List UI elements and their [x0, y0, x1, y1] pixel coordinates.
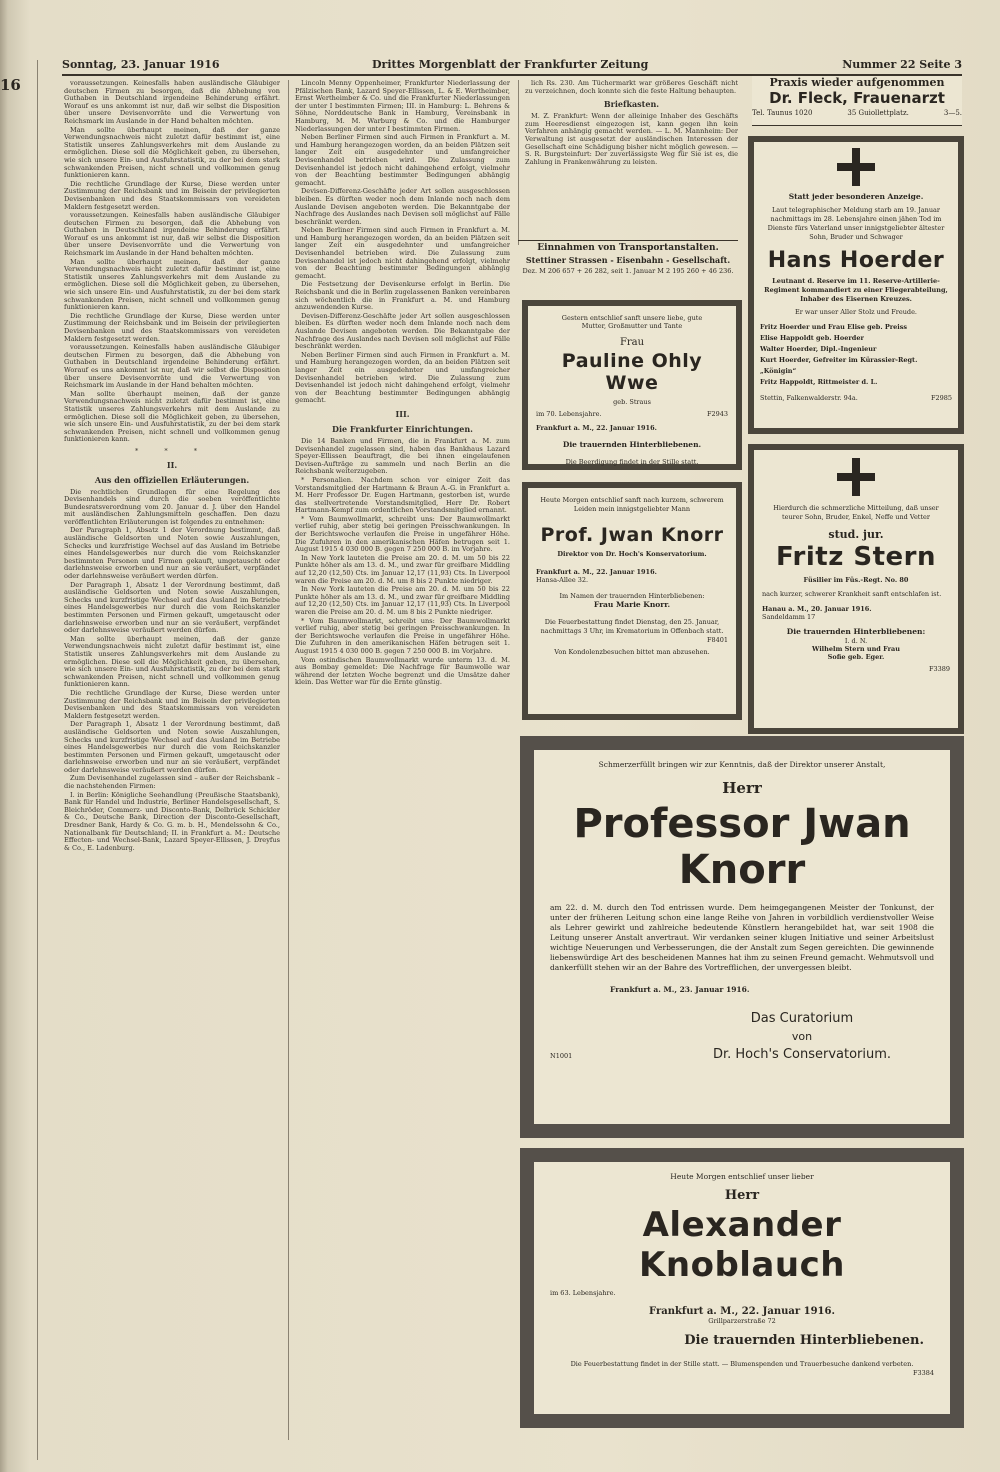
deceased-name: Fritz Stern	[775, 542, 937, 572]
notice-motto: Er war unser Aller Stolz und Freude.	[794, 308, 917, 316]
notice-code: F8401	[706, 636, 728, 644]
paragraph: Neben Berliner Firmen sind auch Firmen in Frankfurt a. M. und Hamburg herangezogen worden, da an beiden Plätzen seit langer Zeit ein ausgedehnter und umfangreicher Devisenhandel betrieben wird. Die Zulassung zum Devisenhandel ist jedoch nicht dahingehend erfolgt, vielmehr von der Beachtung bestimmter Bedingungen abhängig gemacht.	[295, 350, 510, 405]
deceased-name: Alexander Knoblauch	[639, 1205, 845, 1285]
notice-signature: Wilhelm Stern und Frau	[812, 645, 900, 653]
notice-code: N1001	[550, 1052, 573, 1060]
notice-note: Von Kondolenzbesuchen bittet man abzusehen.	[554, 648, 710, 656]
notice-title: Herr	[722, 779, 762, 797]
notice-place: Frankfurt a. M., 22. Januar 1916.	[536, 568, 657, 576]
notice-signature: Die trauernden Hinterbliebenen.	[562, 440, 702, 449]
notice-signature: Die trauernden Hinterbliebenen:	[786, 627, 926, 636]
notice-title: Herr	[724, 1188, 760, 1203]
notice-note: Die Feuerbestattung findet in der Stille statt. — Blumenspenden und Trauerbesuche dankend verbeten.	[570, 1360, 914, 1368]
notice-place: Hanau a. M., 20. Januar 1916.	[762, 605, 872, 613]
notice-text: nach kurzer, schwerer Krankheit sanft entschlafen ist.	[762, 590, 942, 598]
page-header	[62, 58, 962, 76]
notice-note: Die Beerdigung findet in der Stille statt.	[565, 458, 699, 466]
paragraph: Lincoln Menny Oppenheimer, Frankfurter Niederlassung der Pfälzischen Bank, Lazard Speyer-Ellissen, L. & E. Wertheimber, Ernst Wertheimber & Co. und die Frankfurter Niederlassungen der unter I bestimmten Firmen; III. in Hamburg: L. Behrens & Söhne, Norddeutsche Bank in Hamburg, Vereinsbank in Hamburg, M. M. Warburg & Co. und die Hamburger Niederlassungen der unter I bestimmten Firmen.	[295, 80, 510, 133]
ad-name: Dr. Fleck, Frauenarzt	[769, 89, 945, 107]
transport-company: Stettiner Strassen - Eisenbahn - Gesellschaft.	[525, 255, 731, 265]
article-column-2	[288, 80, 510, 1440]
notice-signature: Im Namen der trauernden Hinterbliebenen:	[559, 592, 705, 600]
notice-signature: Das Curatorium	[750, 1011, 854, 1026]
transport-figures: Dez. M 206 657 + 26 282, seit 1. Januar M 2 195 260 + 46 236.	[522, 267, 734, 275]
paragraph: Der Paragraph 1, Absatz 1 der Verordnung bestimmt, daß ausländische Geldsorten und Noten sowie Auszahlungen, Schecks und kurzfristige Wechsel auf das Ausland im Betriebe eines Handelsgewerbes nur durch die vom Reichskanzler bestimmten Personen und Firmen gekauft, umgetauscht oder darlehnsweise erworben und nur an sie veräußert, verpfändet oder darlehnsweise veräußert werden dürfen.	[64, 526, 280, 581]
paragraph: Devisen-Differenz-Geschäfte jeder Art sollen ausgeschlossen bleiben. Es dürften weder noch dem Inlande noch nach dem Auslande Devisen angeboten werden. Die Bekanntgabe der Nachfrage des Auslandes nach Devisen soll möglichst auf Fälle beschränkt werden.	[295, 311, 510, 351]
notice-signature: Frau Marie Knorr.	[593, 600, 671, 609]
deceased-title: stud. jur.	[828, 528, 884, 541]
ad-phone: Tel. Taunus 1020	[752, 109, 813, 117]
transport-title: Einnahmen von Transportanstalten.	[518, 240, 738, 253]
paragraph: * Vom Baumwollmarkt, schreibt uns: Der Baumwollmarkt verlief ruhig, aber stetig bei geringen Preisschwankungen. In der Berichtswoche verlaufen die Preise in ungefährer Höhe. Die Zufuhren in den amerikanischen Häfen betrugen seit 1. August 1915 4 030 000 B. gegen 7 250 000 B. im Vorjahre.	[295, 616, 510, 655]
family-member: Elise Happoldt geb. Hoerder	[760, 334, 864, 342]
paragraph: Neben Berliner Firmen sind auch Firmen in Frankfurt a. M. und Hamburg herangezogen worden, da an beiden Plätzen seit langer Zeit ein ausgedehnter und umfangreicher Devisenhandel betrieben wird. Die Zulassung zum Devisenhandel ist jedoch nicht dahingehend erfolgt, vielmehr von der Beachtung bestimmter Bedingungen abhängig gemacht.	[295, 133, 510, 187]
ad-hours: 3—5.	[943, 109, 962, 117]
notice-signature: Dr. Hoch's Conservatorium.	[712, 1047, 892, 1062]
previous-page-number: 16	[0, 76, 21, 94]
notice-address: Grillparzerstraße 72	[708, 1317, 776, 1325]
header-masthead: Drittes Morgenblatt der Frankfurter Zeitung	[372, 58, 649, 71]
deceased-name: Hans Hoerder	[767, 248, 945, 273]
previous-page-edge	[0, 60, 38, 1460]
header-page-number: Nummer 22 Seite 3	[842, 58, 962, 71]
notice-address: Sandeldamm 17	[762, 613, 816, 621]
ad-line: Praxis wieder aufgenommen	[769, 76, 945, 89]
family-member: Fritz Happoldt, Rittmeister d. L.	[760, 378, 878, 386]
notice-place: Frankfurt a. M., 23. Januar 1916.	[610, 985, 750, 994]
deceased-age: im 63. Lebensjahre.	[550, 1289, 616, 1297]
article-column-1	[64, 80, 280, 1440]
paragraph: Man sollte überhaupt meinen, daß der ganze Verwendungsnachweis nicht zuletzt dafür bestimmt ist, eine Statistik unseres Zahlungsverkehrs mit dem Auslande zu ermöglichen. Diese soll die Möglichkeit geben, zu übersehen, wie sich unsere Ein- und Ausfuhrstatistik, zu der bei dem stark schwankenden Preisen, nicht schnell und vollkommen genug funktionieren kann.	[64, 389, 280, 444]
paragraph: lich Rs. 230. Am Tüchermarkt war größeres Geschäft nicht zu verzeichnen, doch konnte sich die feste Haltung behaupten.	[525, 80, 738, 95]
ad-address: 35 Guiollettplatz.	[847, 109, 909, 117]
death-notice-hoerder	[748, 136, 964, 434]
paragraph: voraussetzungen. Keinesfalls haben ausländische Gläubiger deutschen Firmen zu besorgen, daß die Abhebung von Guthaben in Deutschland irgendeine Behinderung erfährt. Worauf es uns ankommt ist nur, daß wir selbst die Disposition über unsere Devisenvorräte und die Verwertung von Reichsmark im Auslande in der Hand behalten möchten.	[64, 211, 280, 258]
death-notice-knorr-conservatorium	[520, 736, 964, 1138]
paragraph: * Personalien. Nachdem schon vor einiger Zeit das Vorstandsmitglied der Hartmann & Braun A.-G. in Frankfurt a. M. Herr Professor Dr. Eugen Hartmann, gestorben ist, wurde das stellvertretende Vorstandsmitglied, Herr Dr. Robert Hartmann-Kempf zum ordentlichen Vorstandsmitglied ernannt.	[295, 475, 510, 515]
family-member: Kurt Hoerder, Gefreiter im Kürassier-Regt. „Königin“	[760, 356, 918, 375]
paragraph: In New York lauteten die Preise am 20. d. M. um 50 bis 22 Punkte höher als am 13. d. M., und zwar für greifbare Middling auf 12,20 (12,50) Cts. im Januar 12,17 (11,93) Cts. In Liverpool waren die Preise am 20. d. M. um 8 bis 2 Punkte niedriger.	[295, 553, 510, 585]
paragraph: Man sollte überhaupt meinen, daß der ganze Verwendungsnachweis nicht zuletzt dafür bestimmt ist, eine Statistik unseres Zahlungsverkehrs mit dem Auslande zu ermöglichen. Diese soll die Möglichkeit geben, zu übersehen, wie sich unsere Ein- und Ausfuhrstatistik, zu der bei dem stark schwankenden Preisen, nicht schnell und vollkommen genug funktionieren kann.	[64, 257, 280, 312]
notice-code: F2985	[930, 394, 952, 402]
notice-place: Frankfurt a. M., 22. Januar 1916.	[649, 1306, 835, 1317]
notice-intro: Statt jeder besonderen Anzeige.	[788, 192, 924, 201]
notice-intro: Schmerzerfüllt bringen wir zur Kenntnis, daß der Direktor unserer Anstalt,	[598, 760, 886, 769]
notice-signature: von	[791, 1030, 813, 1043]
article-column-3	[518, 80, 738, 245]
section-heading: Die Frankfurter Einrichtungen.	[332, 423, 473, 434]
notice-code: F3389	[928, 665, 950, 673]
notice-place: Stettin, Falkenwalderstr. 94a.	[760, 394, 858, 402]
iron-cross-icon	[837, 148, 875, 186]
section-number: III.	[395, 408, 410, 419]
paragraph: Devisen-Differenz-Geschäfte jeder Art sollen ausgeschlossen bleiben. Es dürften weder noch dem Inlande noch nach dem Auslande Devisen angeboten werden. Die Bekanntgabe der Nachfrage des Auslandes nach Devisen soll möglichst auf Fälle beschränkt werden.	[295, 187, 510, 226]
deceased-name: Pauline Ohly Wwe	[561, 350, 703, 394]
notice-intro: Heute Morgen entschlief unser lieber	[670, 1172, 814, 1181]
paragraph: Die rechtliche Grundlage der Kurse, Diese werden unter Zustimmung der Reichsbank und im Beisein der privilegierten Devisenbanken und des Staatskommissars von vereideten Maklern festgesetzt werden.	[64, 688, 280, 720]
notice-place: Frankfurt a. M., 22. Januar 1916.	[536, 424, 657, 432]
paragraph: Die rechtliche Grundlage der Kurse, Diese werden unter Zustimmung der Reichsbank und im Beisein der privilegierten Devisenbanken und des Staatskommissars von vereideten Maklern festgesetzt werden.	[64, 311, 280, 343]
paragraph: voraussetzungen. Keinesfalls haben ausländische Gläubiger deutschen Firmen zu besorgen, daß die Abhebung von Guthaben in Deutschland irgendeine Behinderung erfährt. Worauf es uns ankommt ist nur, daß wir selbst die Disposition über unsere Devisenvorräte und die Verwertung von Reichsmark im Auslande in der Hand behalten möchten.	[64, 343, 280, 390]
notice-code: F3384	[912, 1369, 934, 1377]
paragraph: Die rechtlichen Grundlagen für eine Regelung des Devisenhandels sind durch die soeben veröffentlichte Bundesratsverordnung vom 20. Januar d. J. über den Handel mit ausländischen Zahlungsmitteln geschaffen. Den dazu veröffentlichten Erläuterungen ist folgendes zu entnehmen:	[64, 487, 280, 526]
advertisement-dr-fleck	[752, 76, 962, 126]
notice-signature: Sofie geb. Eger.	[827, 653, 885, 661]
death-notice-stern	[748, 444, 964, 734]
deceased-name: Professor Jwan Knorr	[573, 801, 911, 893]
death-notice-knoblauch	[520, 1148, 964, 1428]
section-heading: Briefkasten.	[603, 99, 660, 110]
paragraph: Der Paragraph 1, Absatz 1 der Verordnung bestimmt, daß ausländische Geldsorten und Noten sowie Auszahlungen, Schecks und kurzfristige Wechsel auf das Ausland im Betriebe eines Handelsgewerbes nur durch die vom Reichskanzler bestimmten Personen und Firmen gekauft, umgetauscht oder darlehnsweise erworben und nur an sie veräußert, verpfändet oder darlehnsweise veräußert werden dürfen.	[64, 720, 280, 774]
deceased-role: Direktor von Dr. Hoch's Konservatorium.	[557, 550, 707, 558]
section-heading: Aus den offiziellen Erläuterungen.	[94, 474, 250, 485]
family-member: Fritz Hoerder und Frau Elise geb. Preiss	[760, 323, 908, 331]
paragraph: Zum Devisenhandel zugelassen sind – außer der Reichsbank – die nachstehenden Firmen:	[64, 774, 280, 791]
notice-text: Laut telegraphischer Meldung starb am 19. Januar nachmittags im 28. Lebensjahre einen jähen Tod im Dienste fürs Vaterland unser innigstgeliebter ältester Sohn, Bruder und Schwager	[767, 206, 945, 241]
deceased-rank: Leutnant d. Reserve im 11. Reserve-Artillerie-Regiment kommandiert zu einer Fliegerabteilung, Inhaber des Eisernen Kreuzes.	[764, 277, 948, 303]
paragraph: I. in Berlin: Königliche Seehandlung (Preußische Staatsbank), Bank für Handel und Industrie, Berliner Handelsgesellschaft, S. Bleichröder, Commerz- und Disconto-Bank, Delbrück Schickler & Co., Deutsche Bank, Direction der Disconto-Gesellschaft, Dresdner Bank, Hardy & Co. G. m. b. H., Mendelssohn & Co., Nationalbank für Deutschland; II. in Frankfurt a. M.: Deutsche Effecten- und Wechsel-Bank, Lazard Speyer-Ellissen, J. Dreyfus & Co., E. Ladenburg.	[64, 790, 280, 852]
paragraph: Die rechtliche Grundlage der Kurse, Diese werden unter Zustimmung der Reichsbank und im Beisein der privilegierten Devisenbanken und des Staatskommissars von vereideten Maklern festgesetzt werden.	[64, 179, 280, 211]
paragraph: Man sollte überhaupt meinen, daß der ganze Verwendungsnachweis nicht zuletzt dafür bestimmt ist, eine Statistik unseres Zahlungsverkehrs mit dem Auslande zu ermöglichen. Diese soll die Möglichkeit geben, zu übersehen, wie sich unsere Ein- und Ausfuhrstatistik, zu der bei dem stark schwankenden Preisen, nicht schnell und vollkommen genug funktionieren kann.	[64, 634, 280, 689]
notice-address: Hansa-Allee 32.	[536, 576, 589, 584]
paragraph: Vom ostindischen Baumwollmarkt wurde unterm 13. d. M. aus Bombay gemeldet: Die Nachfrage für Baumwolle war während der letzten Woche begrenzt und die Umsätze daher klein. Das Wetter war für die Ernte günstig.	[295, 655, 510, 687]
notice-note: Die Feuerbestattung findet Dienstag, den 25. Januar, nachmittags 3 Uhr, im Krematorium in Offenbach statt.	[540, 618, 724, 635]
section-number: II.	[166, 459, 178, 470]
paragraph: Die Festsetzung der Devisenkurse erfolgt in Berlin. Die Reichsbank und die in Berlin zugelassenen Banken vereinbaren sich wöchentlich die in Frankfurt a. M. und Hamburg anzuwendenden Kurse.	[295, 280, 510, 312]
notice-signature: I. d. N.	[844, 637, 868, 645]
transport-revenue-notice	[518, 240, 738, 294]
iron-cross-icon	[837, 458, 875, 496]
paragraph: M. Z. Frankfurt: Wenn der alleinige Inhaber des Geschäfts zum Heeresdienst eingezogen ist, kann gegen ihn kein Verfahren anhängig gemacht werden. — L. M. Mannheim: Der Verwaltung ist ausgesetzt der ausländischen Interessen der Gesellschaft eine Schädigung bisher nicht möglich gewesen. — S. R. Burgsteinfurt: Der zuverlässigste Weg für Sie ist es, die Zahlung in Frankenwährung zu leisten.	[525, 112, 738, 166]
notice-intro: Gestern entschlief sanft unsere liebe, gute	[561, 314, 703, 322]
paragraph: * Vom Baumwollmarkt, schreibt uns: Der Baumwollmarkt verlief ruhig, aber stetig bei geringen Preisschwankungen. In der Berichtswoche verlaufen die Preise in ungefährer Höhe. Die Zufuhren in den amerikanischen Häfen betrugen seit 1. August 1915 4 030 000 B. gegen 7 250 000 B. im Vorjahre.	[295, 514, 510, 554]
deceased-name: Prof. Jwan Knorr	[540, 524, 724, 546]
notice-signature: Die trauernden Hinterbliebenen.	[684, 1333, 924, 1348]
paragraph: Der Paragraph 1, Absatz 1 der Verordnung bestimmt, daß ausländische Geldsorten und Noten sowie Auszahlungen, Schecks und kurzfristige Wechsel auf das Ausland im Betriebe eines Handelsgewerbes nur durch die vom Reichskanzler bestimmten Personen und Firmen gekauft, umgetauscht oder darlehnsweise erworben und nur an sie veräußert, verpfändet oder darlehnsweise veräußert werden dürfen.	[64, 580, 280, 635]
notice-code: F2943	[706, 410, 728, 418]
death-notice-knorr-family	[522, 482, 742, 720]
ad-details	[752, 109, 962, 117]
family-member: Walter Hoerder, Dipl.-Ingenieur	[760, 345, 877, 353]
deceased-born: geb. Straus	[613, 398, 651, 406]
deceased-age: im 70. Lebensjahre.	[536, 410, 602, 418]
header-date: Sonntag, 23. Januar 1916	[62, 58, 220, 71]
death-notice-ohly	[522, 300, 742, 470]
paragraph: Die 14 Banken und Firmen, die in Frankfurt a. M. zum Devisenhandel zugelassen sind, haben das Bankhaus Lazard Speyer-Ellissen beauftragt, die bei ihnen eingelaufenen Devisen-Aufträge zu sammeln und nach Berlin an die Reichsbank weiterzugeben.	[295, 436, 510, 476]
separator-stars: * * *	[134, 446, 210, 455]
notice-text: am 22. d. M. durch den Tod entrissen wurde. Dem heimgegangenen Meister der Tonkunst, der unter der früheren Leitung schon eine lange Reihe von Jahren in vorbildlich verdienstvoller Weise als Lehrer gewirkt und zahlreiche bedeutende Künstlern herangebildet hat, war seit 1908 die Leitung unserer Anstalt anvertraut. Wir verdanken seiner klugen Initiative und seiner Arbeitslust wichtige Neuerungen und Verbesserungen, die der Anstalt zum Segen gereichten. Die gewinnende liebenswürdige Art des bescheidenen Mannes hat ihm zu seinen Freund gemacht. Wehmutsvoll und dankerfüllt stehen wir an der Bahre des Vortrefflichen, der unvergessen bleibt.	[550, 903, 934, 972]
paragraph: Neben Berliner Firmen sind auch Firmen in Frankfurt a. M. und Hamburg herangezogen worden, da an beiden Plätzen seit langer Zeit ein ausgedehnter und umfangreicher Devisenhandel betrieben wird. Die Zulassung zum Devisenhandel ist jedoch nicht dahingehend erfolgt, vielmehr von der Beachtung bestimmter Bedingungen abhängig gemacht.	[295, 226, 510, 280]
notice-intro: Heute Morgen entschlief sanft nach kurzem, schwerem Leiden mein innigstgeliebter Mann	[540, 496, 724, 513]
notice-title: Frau	[619, 337, 645, 348]
paragraph: In New York lauteten die Preise am 20. d. M. um 50 bis 22 Punkte höher als am 13. d. M., und zwar für greifbare Middling auf 12,20 (12,50) Cts. im Januar 12,17 (11,93) Cts. In Liverpool waren die Preise am 20. d. M. um 8 bis 2 Punkte niedriger.	[295, 585, 510, 616]
notice-text: Hierdurch die schmerzliche Mitteilung, daß unser teurer Sohn, Bruder, Enkel, Neffe und Vetter	[773, 504, 939, 521]
notice-intro: Mutter, Großmutter und Tante	[581, 322, 683, 330]
paragraph: Man sollte überhaupt meinen, daß der ganze Verwendungsnachweis nicht zuletzt dafür bestimmt ist, eine Statistik unseres Zahlungsverkehrs mit dem Auslande zu ermöglichen. Diese soll die Möglichkeit geben, zu übersehen, wie sich unsere Ein- und Ausfuhrstatistik, zu der bei dem stark schwankenden Preisen, nicht schnell und vollkommen genug funktionieren kann.	[64, 125, 280, 180]
paragraph: voraussetzungen. Keinesfalls haben ausländische Gläubiger deutschen Firmen zu besorgen, daß die Abhebung von Guthaben in Deutschland irgendeine Behinderung erfährt. Worauf es uns ankommt ist nur, daß wir selbst die Disposition über unsere Devisenvorräte und die Verwertung von Reichsmark im Auslande in der Hand behalten möchten.	[64, 80, 280, 125]
deceased-rank: Füsilier im Füs.-Regt. No. 80	[803, 576, 909, 584]
